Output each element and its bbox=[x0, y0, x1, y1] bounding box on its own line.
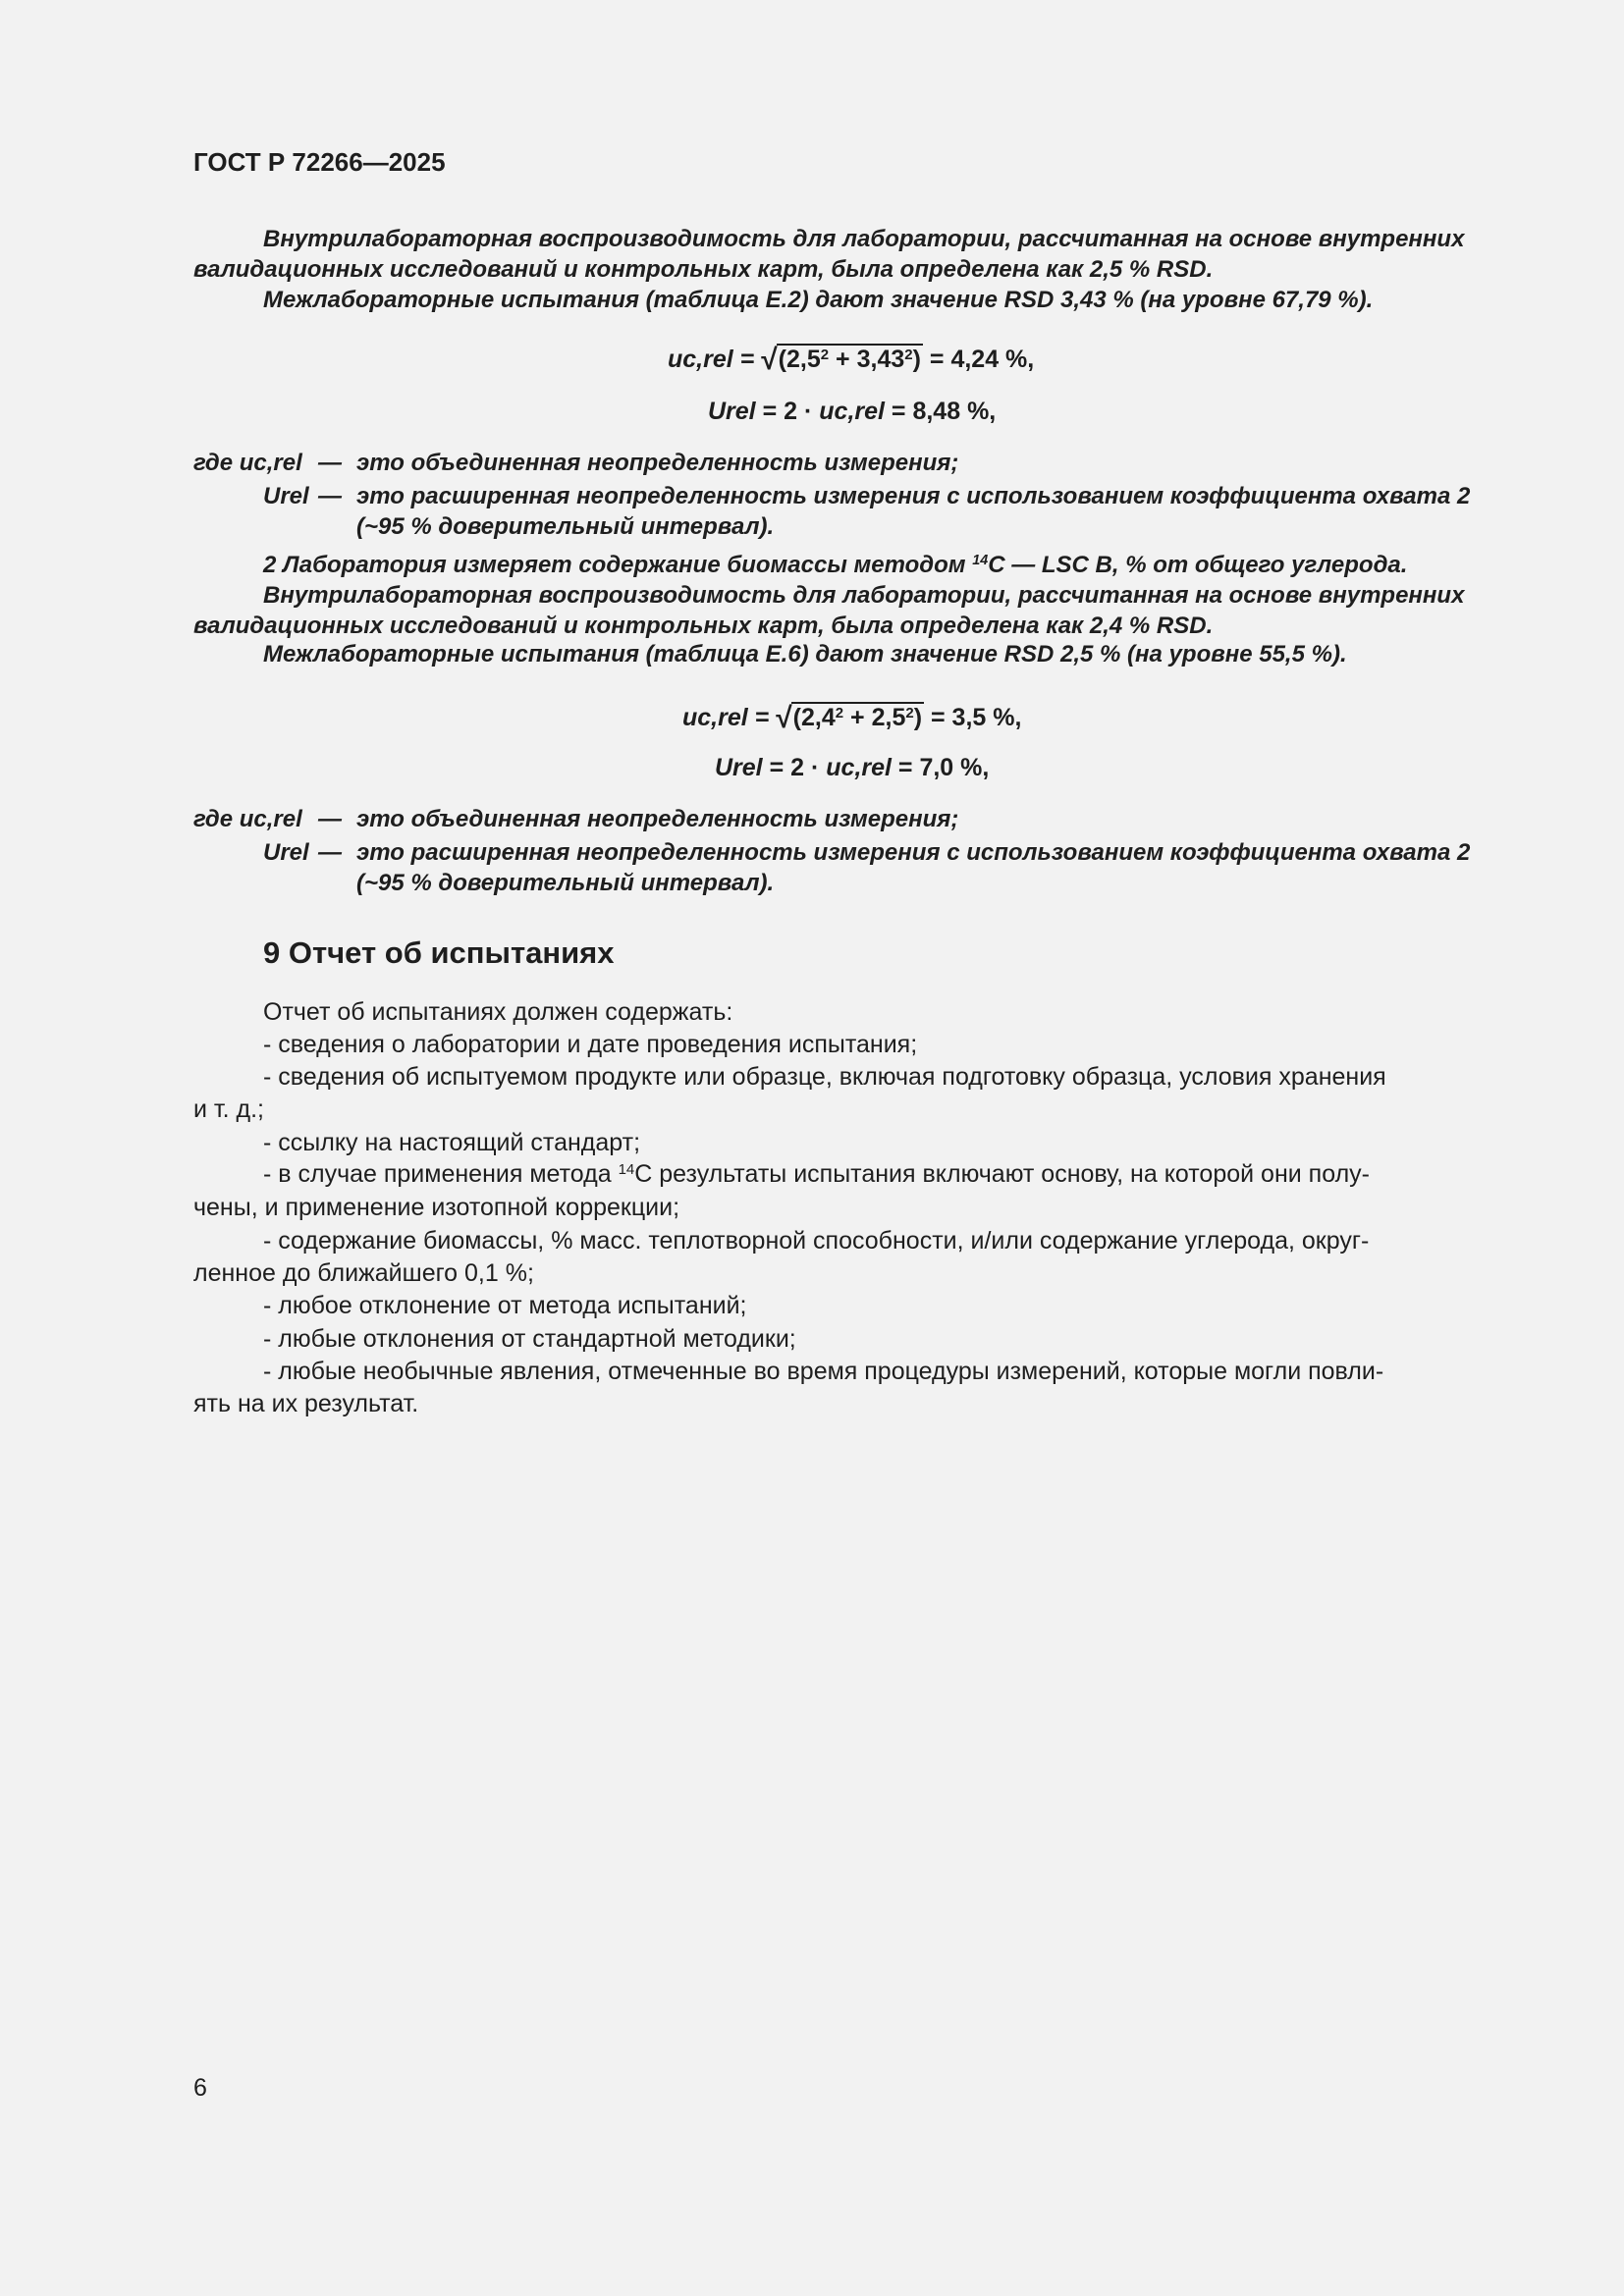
example2-def2-line2: (~95 % доверительный интервал). bbox=[356, 870, 775, 896]
exponent-b: 2 bbox=[905, 704, 914, 721]
example2-dash1: — bbox=[318, 806, 342, 832]
exponent-b: 2 bbox=[904, 346, 913, 363]
example1-sym2: Urel bbox=[263, 483, 309, 509]
list-item-post: С результаты испытания включают основу, на которой они полу- bbox=[634, 1160, 1370, 1188]
radicand-a: 2,4 bbox=[801, 704, 836, 731]
radicand: $(2,4^2 + 2,5^2)$ bbox=[792, 704, 923, 731]
list-item: - любые отклонения от стандартной методики; bbox=[263, 1325, 796, 1353]
sqrt-icon: √ bbox=[761, 344, 778, 376]
example1-line3: Межлабораторные испытания (таблица Е.2) дают значение RSD 3,43 % (на уровне 67,79 %). bbox=[263, 287, 1374, 313]
example2-line1 bbox=[263, 552, 1407, 579]
document-number: ГОСТ Р 72266—2025 bbox=[193, 147, 446, 177]
isotope-superscript: 14 bbox=[972, 553, 989, 569]
isotope-superscript: 14 bbox=[618, 1160, 635, 1178]
formula-rhs: = 3,5 %, bbox=[924, 704, 1022, 731]
example1-where-label: где uc,rel bbox=[193, 450, 302, 476]
example2-def2-line1: это расширенная неопределенность измерения с использованием коэффициента охвата 2 bbox=[356, 839, 1471, 866]
formula-term: uc,rel bbox=[826, 754, 892, 781]
example2-line2: Внутрилабораторная воспроизводимость для лаборатории, рассчитанная на основе внутренних bbox=[263, 582, 1465, 609]
example2-line3: валидационных исследований и контрольных карт, была определена как 2,4 % RSD. bbox=[193, 613, 1214, 639]
list-item-continuation: чены, и применение изотопной коррекции; bbox=[193, 1194, 680, 1221]
example2-line1-post: C — LSC B, % от общего углерода. bbox=[988, 552, 1408, 578]
example2-where-label: где uc,rel bbox=[193, 806, 302, 832]
example2-sym2: Urel bbox=[263, 839, 309, 866]
list-item: - сведения о лаборатории и дате проведения испытания; bbox=[263, 1031, 918, 1058]
example1-dash1: — bbox=[318, 450, 342, 476]
formula-lhs: uc,rel = bbox=[682, 704, 770, 731]
example2-line4: Межлабораторные испытания (таблица Е.6) дают значение RSD 2,5 % (на уровне 55,5 %). bbox=[263, 641, 1347, 667]
radicand-b: 2,5 bbox=[871, 704, 906, 731]
example2-dash2: — bbox=[318, 839, 342, 866]
example1-def1: это объединенная неопределенность измерения; bbox=[356, 450, 959, 476]
example1-def2-line2: (~95 % доверительный интервал). bbox=[356, 513, 775, 540]
formula-rhs: = 7,0 %, bbox=[891, 754, 990, 781]
formula-term: uc,rel bbox=[819, 398, 885, 425]
section9-intro: Отчет об испытаниях должен содержать: bbox=[263, 998, 733, 1026]
example1-def2-line1: это расширенная неопределенность измерения с использованием коэффициента охвата 2 bbox=[356, 483, 1471, 509]
list-item-continuation: ленное до ближайшего 0,1 %; bbox=[193, 1259, 534, 1287]
formula-mid: = 2 · bbox=[755, 398, 820, 425]
radicand-a: 2,5 bbox=[786, 346, 821, 373]
example1-line2: валидационных исследований и контрольных карт, была определена как 2,5 % RSD. bbox=[193, 256, 1214, 283]
list-item-continuation: ять на их результат. bbox=[193, 1390, 419, 1417]
formula-lhs: Urel bbox=[708, 398, 756, 425]
list-item: - любые необычные явления, отмеченные во время процедуры измерений, которые могли повли- bbox=[263, 1358, 1384, 1385]
example2-def1: это объединенная неопределенность измерения; bbox=[356, 806, 959, 832]
list-item: - ссылку на настоящий стандарт; bbox=[263, 1129, 641, 1156]
formula-rhs: = 4,24 %, bbox=[922, 346, 1035, 373]
list-item bbox=[263, 1160, 1370, 1189]
example2-formula-urel bbox=[715, 754, 989, 782]
formula-lhs: uc,rel = bbox=[668, 346, 755, 373]
exponent-a: 2 bbox=[820, 346, 830, 363]
radicand-b: 3,43 bbox=[856, 346, 905, 373]
list-item-continuation: и т. д.; bbox=[193, 1095, 264, 1123]
example2-formula-uc bbox=[682, 702, 1021, 735]
formula-mid: = 2 · bbox=[762, 754, 827, 781]
formula-lhs: Urel bbox=[715, 754, 763, 781]
example2-line1-pre: 2 Лаборатория измеряет содержание биомассы методом bbox=[263, 552, 973, 578]
example1-formula-urel bbox=[708, 398, 996, 426]
list-item: - содержание биомассы, % масс. теплотворной способности, и/или содержание углерода, округ- bbox=[263, 1227, 1370, 1255]
sqrt-icon: √ bbox=[776, 702, 792, 734]
formula-rhs: = 8,48 %, bbox=[884, 398, 997, 425]
exponent-a: 2 bbox=[835, 704, 844, 721]
section-heading: 9 Отчет об испытаниях bbox=[263, 935, 615, 970]
list-item: - любое отклонение от метода испытаний; bbox=[263, 1292, 747, 1319]
list-item: - сведения об испытуемом продукте или образце, включая подготовку образца, условия хранения bbox=[263, 1063, 1386, 1091]
list-item-pre: - в случае применения метода bbox=[263, 1160, 619, 1188]
example1-line1: Внутрилабораторная воспроизводимость для лаборатории, рассчитанная на основе внутренних bbox=[263, 226, 1465, 252]
radicand: $(2,5^2 + 3,43^2)$ bbox=[778, 346, 921, 373]
example1-formula-uc bbox=[668, 344, 1034, 377]
page-number: 6 bbox=[193, 2074, 207, 2102]
example1-dash2: — bbox=[318, 483, 342, 509]
